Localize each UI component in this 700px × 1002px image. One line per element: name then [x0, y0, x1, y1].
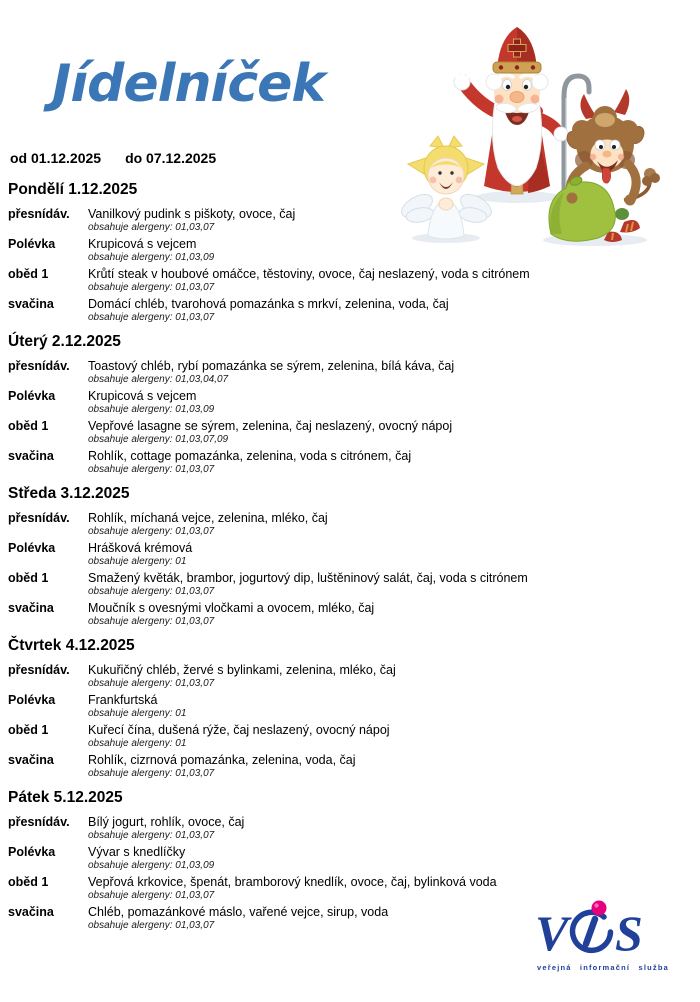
day-section — [8, 181, 598, 324]
meal-content — [88, 571, 598, 598]
meal-content — [88, 845, 598, 872]
day-title: Středa 3.12.2025 — [8, 485, 130, 502]
meal-row — [8, 693, 598, 720]
logo-tagline: veřejná informační služba — [537, 963, 669, 972]
day-title: Úterý 2.12.2025 — [8, 333, 121, 350]
meal-content — [88, 359, 598, 386]
meal-type-label: svačina — [8, 905, 54, 919]
meal-content — [88, 693, 598, 720]
logo-letter-v: V — [535, 905, 569, 961]
meal-allergens: obsahuje alergeny: 01,03,07 — [88, 586, 215, 597]
meal-allergens: obsahuje alergeny: 01,03,07 — [88, 312, 215, 323]
meal-allergens: obsahuje alergeny: 01,03,04,07 — [88, 374, 229, 385]
meal-content — [88, 237, 598, 264]
meal-text: Domácí chléb, tvarohová pomazánka s mrkví, zelenina, voda, čaj — [88, 297, 449, 311]
meal-allergens: obsahuje alergeny: 01,03,07 — [88, 616, 215, 627]
meal-type-label: oběd 1 — [8, 267, 49, 281]
meal-allergens: obsahuje alergeny: 01,03,07 — [88, 678, 215, 689]
meal-type-label: Polévka — [8, 389, 56, 403]
meal-content — [88, 723, 598, 750]
meal-allergens: obsahuje alergeny: 01,03,09 — [88, 252, 215, 263]
meal-text: Bílý jogurt, rohlík, ovoce, čaj — [88, 815, 245, 829]
day-title: Pátek 5.12.2025 — [8, 789, 123, 806]
vis-logo-svg — [535, 898, 673, 980]
meal-allergens: obsahuje alergeny: 01,03,07 — [88, 768, 215, 779]
meal-text: Rohlík, míchaná vejce, zelenina, mléko, čaj — [88, 511, 328, 525]
meal-allergens: obsahuje alergeny: 01,03,07 — [88, 830, 215, 841]
meal-text: Kukuřičný chléb, žervé s bylinkami, zelenina, mléko, čaj — [88, 663, 396, 677]
meal-text: Vepřová krkovice, špenát, bramborový knedlík, ovoce, čaj, bylinková voda — [88, 875, 497, 889]
meal-row — [8, 663, 598, 690]
meal-row — [8, 237, 598, 264]
meal-content — [88, 511, 598, 538]
meal-type-label: oběd 1 — [8, 571, 49, 585]
vis-logo — [535, 898, 673, 980]
meal-allergens: obsahuje alergeny: 01,03,07 — [88, 890, 215, 901]
meal-type-label: svačina — [8, 297, 54, 311]
menu-days — [8, 181, 598, 941]
meal-content — [88, 753, 598, 780]
meal-allergens: obsahuje alergeny: 01,03,07 — [88, 464, 215, 475]
meal-content — [88, 875, 598, 902]
day-section — [8, 789, 598, 932]
meal-content — [88, 267, 598, 294]
date-to: do 07.12.2025 — [125, 150, 217, 166]
meal-allergens: obsahuje alergeny: 01 — [88, 708, 187, 719]
meal-text: Chléb, pomazánkové máslo, vařené vejce, sirup, voda — [88, 905, 389, 919]
meal-type-label: svačina — [8, 601, 54, 615]
meal-row — [8, 389, 598, 416]
meal-allergens: obsahuje alergeny: 01,03,07 — [88, 282, 215, 293]
logo-pink-dot-icon — [592, 901, 607, 916]
date-from: od 01.12.2025 — [10, 150, 102, 166]
logo-dot-highlight — [594, 903, 598, 907]
meal-row — [8, 297, 598, 324]
day-section — [8, 485, 598, 628]
meal-text: Krůtí steak v houbové omáčce, těstoviny, ovoce, čaj neslazený, voda s citrónem — [88, 267, 530, 281]
meal-row — [8, 723, 598, 750]
meal-content — [88, 905, 598, 932]
meal-text: Toastový chléb, rybí pomazánka se sýrem, zelenina, bílá káva, čaj — [88, 359, 455, 373]
day-section — [8, 637, 598, 780]
meal-row — [8, 419, 598, 446]
meal-row — [8, 449, 598, 476]
meal-content — [88, 541, 598, 568]
meal-type-label: svačina — [8, 753, 54, 767]
meal-allergens: obsahuje alergeny: 01,03,09 — [88, 860, 215, 871]
meal-content — [88, 389, 598, 416]
meal-type-label: oběd 1 — [8, 723, 49, 737]
meal-type-label: Polévka — [8, 693, 56, 707]
meal-row — [8, 905, 598, 932]
meal-text: Rohlík, cizrnová pomazánka, zelenina, voda, čaj — [88, 753, 356, 767]
day-title: Pondělí 1.12.2025 — [8, 181, 138, 198]
meal-content — [88, 419, 598, 446]
meal-text: Krupicová s vejcem — [88, 237, 197, 251]
meal-text: Krupicová s vejcem — [88, 389, 197, 403]
meal-content — [88, 449, 598, 476]
meal-text: Kuřecí čína, dušená rýže, čaj neslazený, ovocný nápoj — [88, 723, 390, 737]
meal-allergens: obsahuje alergeny: 01 — [88, 556, 187, 567]
meal-allergens: obsahuje alergeny: 01,03,07,09 — [88, 434, 229, 445]
meal-allergens: obsahuje alergeny: 01,03,07 — [88, 526, 215, 537]
meal-row — [8, 267, 598, 294]
meal-row — [8, 815, 598, 842]
day-title: Čtvrtek 4.12.2025 — [8, 637, 135, 654]
meal-text: Rohlík, cottage pomazánka, zelenina, voda s citrónem, čaj — [88, 449, 412, 463]
meal-type-label: přesnídáv. — [8, 815, 70, 829]
meal-row — [8, 753, 598, 780]
meal-row — [8, 511, 598, 538]
meal-row — [8, 875, 598, 902]
meal-content — [88, 207, 598, 234]
meal-allergens: obsahuje alergeny: 01 — [88, 738, 187, 749]
meal-row — [8, 571, 598, 598]
meal-type-label: oběd 1 — [8, 419, 49, 433]
meal-type-label: přesnídáv. — [8, 511, 70, 525]
logo-letter-s: S — [615, 905, 643, 961]
meal-row — [8, 541, 598, 568]
meal-type-label: Polévka — [8, 845, 56, 859]
meal-text: Hrášková krémová — [88, 541, 193, 555]
meal-allergens: obsahuje alergeny: 01,03,09 — [88, 404, 215, 415]
meal-type-label: Polévka — [8, 541, 56, 555]
meal-text: Moučník s ovesnými vločkami a ovocem, mléko, čaj — [88, 601, 375, 615]
meal-row — [8, 845, 598, 872]
meal-row — [8, 359, 598, 386]
meal-content — [88, 601, 598, 628]
meal-text: Frankfurtská — [88, 693, 158, 707]
meal-content — [88, 297, 598, 324]
meal-type-label: přesnídáv. — [8, 207, 70, 221]
meal-row — [8, 601, 598, 628]
meal-content — [88, 815, 598, 842]
meal-allergens: obsahuje alergeny: 01,03,07 — [88, 222, 215, 233]
meal-text: Vývar s knedlíčky — [88, 845, 186, 859]
meal-type-label: přesnídáv. — [8, 359, 70, 373]
meal-type-label: Polévka — [8, 237, 56, 251]
meal-type-label: svačina — [8, 449, 54, 463]
meal-allergens: obsahuje alergeny: 01,03,07 — [88, 920, 215, 931]
meal-text: Smažený květák, brambor, jogurtový dip, luštěninový salát, čaj, voda s citrónem — [88, 571, 528, 585]
day-section — [8, 333, 598, 476]
meal-text: Vanilkový pudink s piškoty, ovoce, čaj — [88, 207, 296, 221]
logo-i-stem — [586, 919, 595, 944]
date-range — [10, 150, 216, 166]
meal-row — [8, 207, 598, 234]
meal-type-label: přesnídáv. — [8, 663, 70, 677]
meal-content — [88, 663, 598, 690]
page-title: Jídelníček — [52, 54, 326, 114]
meal-type-label: oběd 1 — [8, 875, 49, 889]
meal-text: Vepřové lasagne se sýrem, zelenina, čaj neslazený, ovocný nápoj — [88, 419, 453, 433]
